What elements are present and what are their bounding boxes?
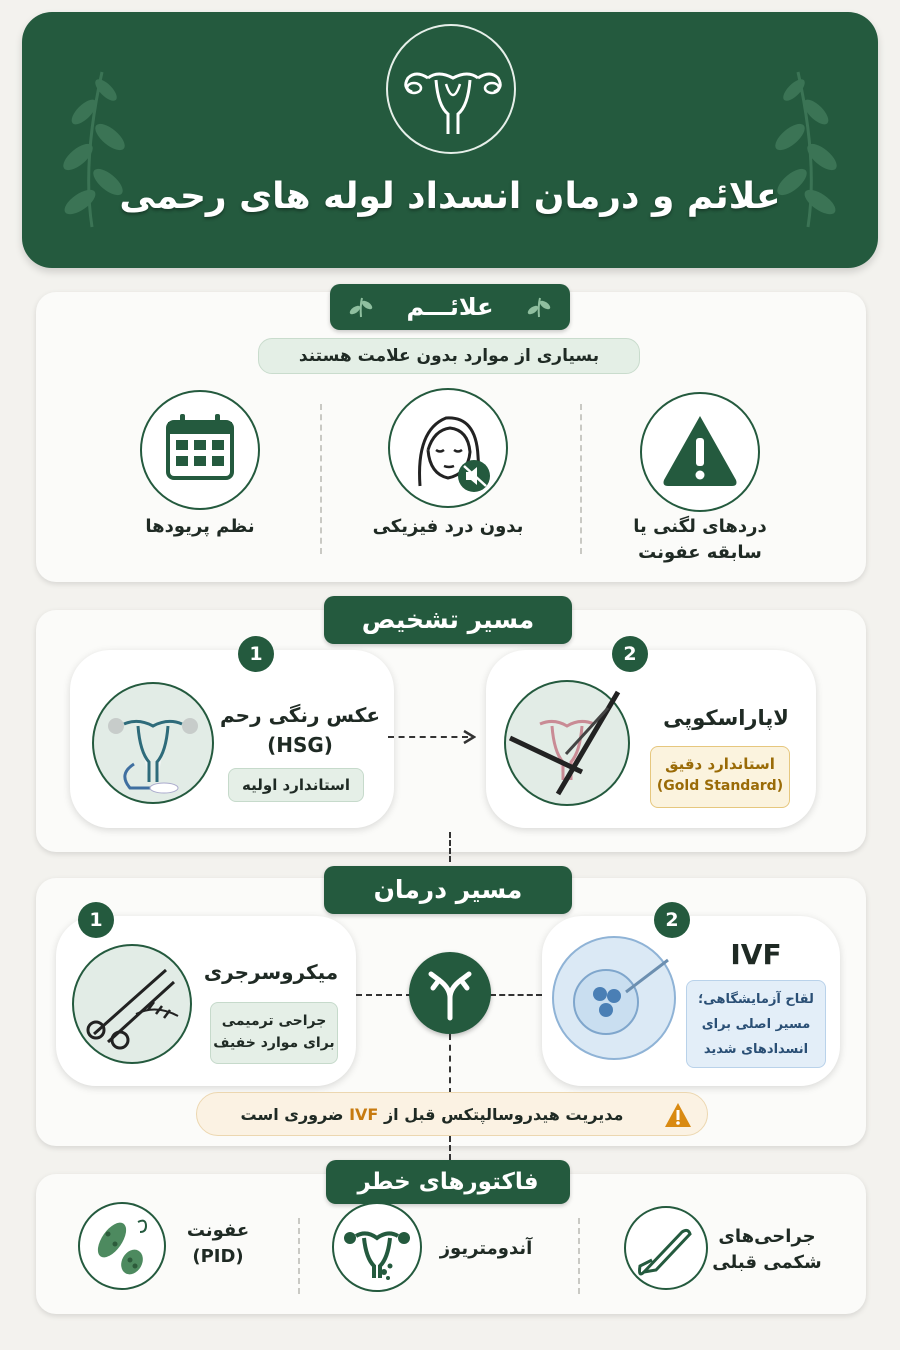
uterus-logo-icon <box>386 24 516 154</box>
symptoms-title-text: علائـــم <box>406 293 494 321</box>
step-number: 1 <box>238 636 274 672</box>
tag-line: لقاح آزمایشگاهی؛ <box>698 992 814 1007</box>
ivf-title: IVF <box>730 938 782 971</box>
laparoscopy-icon <box>504 680 630 806</box>
hsg-uterus-icon <box>92 682 214 804</box>
risk-section-title: فاکتورهای خطر <box>326 1160 570 1204</box>
arrow-right-icon <box>462 729 476 745</box>
connector-line <box>356 994 412 996</box>
connector-line <box>490 994 542 996</box>
symptom-label-periods: نظم پریودها <box>145 516 255 537</box>
gold-standard-tag <box>650 746 790 808</box>
calendar-icon <box>140 390 260 510</box>
warning-text-part: ضروری است <box>240 1105 344 1124</box>
warning-ivf: IVF <box>349 1105 379 1124</box>
hsg-tag: استاندارد اولیه <box>228 768 364 802</box>
microsurgery-title: میکروسرجری <box>203 960 339 984</box>
connector-line <box>449 1136 451 1160</box>
step-number: 2 <box>654 902 690 938</box>
tag-line: جراحی ترمیمی <box>221 1013 327 1029</box>
page-title: علائم و درمان انسداد لوله های رحمی <box>119 176 781 217</box>
symptom-label-pelvic-pain <box>610 514 790 566</box>
branch-split-icon <box>409 952 491 1034</box>
arrow-connector <box>388 736 468 738</box>
ivf-petri-dish-icon <box>552 936 676 1060</box>
tag-line: مسیر اصلی برای <box>701 1017 811 1032</box>
hsg-title-line: عکس رنگی رحم <box>220 703 380 727</box>
step-number: 2 <box>612 636 648 672</box>
hsg-title-line: (HSG) <box>267 733 333 757</box>
ivf-tag <box>686 980 826 1068</box>
face-no-sound-icon <box>388 388 508 508</box>
connector-line <box>449 832 451 862</box>
warning-text <box>217 1093 647 1137</box>
divider <box>580 404 582 554</box>
warning-icon <box>640 392 760 512</box>
uterus-endometriosis-icon <box>332 1202 422 1292</box>
laparoscopy-title: لاپاراسکوپی <box>663 706 789 730</box>
warning-text-part: مدیریت هیدروسالپتکس قبل از <box>383 1105 624 1124</box>
symptom-line: دردهای لگنی یا <box>633 516 767 537</box>
tag-line: استاندارد دقیق <box>665 755 775 773</box>
symptom-line: سابقه عفونت <box>638 542 762 563</box>
divider <box>298 1218 300 1294</box>
risk-line: شکمی قبلی <box>712 1252 822 1273</box>
microsurgery-tag <box>210 1002 338 1064</box>
risk-label-abdominal-surgery <box>712 1224 822 1276</box>
symptom-label-no-pain: بدون درد فیزیکی <box>372 516 524 537</box>
symptoms-section-title <box>330 284 570 330</box>
tag-line: برای موارد خفیف <box>213 1035 335 1051</box>
divider <box>320 404 322 554</box>
hsg-title <box>220 700 380 760</box>
treatment-section-title: مسیر درمان <box>324 866 572 914</box>
connector-line <box>449 1034 451 1094</box>
symptoms-subtitle: بسیاری از موارد بدون علامت هستند <box>258 338 640 374</box>
leaf-icon <box>348 296 374 318</box>
diagnosis-section-title: مسیر تشخیص <box>324 596 572 644</box>
risk-line: عفونت <box>186 1220 250 1241</box>
tag-line: (Gold Standard) <box>656 778 784 794</box>
risk-line: (PID) <box>192 1246 244 1267</box>
risk-line: جراحی‌های <box>718 1226 816 1247</box>
microsurgery-icon <box>72 944 192 1064</box>
leaf-icon <box>526 296 552 318</box>
risk-label-pid <box>168 1218 268 1270</box>
tag-line: انسدادهای شدید <box>703 1042 809 1057</box>
warning-triangle-icon <box>663 1101 693 1129</box>
step-number: 1 <box>78 902 114 938</box>
bacteria-icon <box>78 1202 166 1290</box>
hydrosalpinx-warning <box>196 1092 708 1136</box>
risk-label-endometriosis: آندومتریوز <box>439 1238 533 1259</box>
scalpel-icon <box>624 1206 708 1290</box>
divider <box>578 1218 580 1294</box>
